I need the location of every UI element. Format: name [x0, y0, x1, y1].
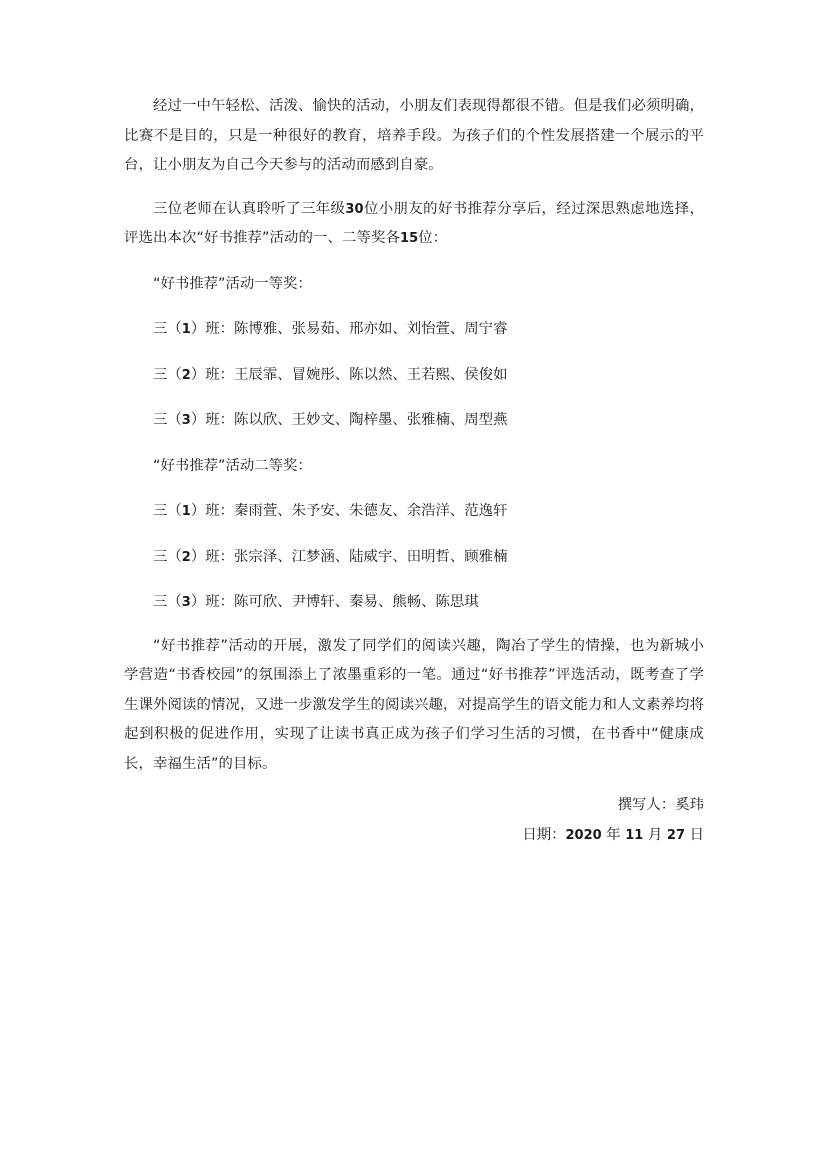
month-unit: 月 [647, 826, 663, 843]
class-number: 1 [181, 322, 191, 337]
class-number: 2 [181, 367, 191, 383]
winner-names: 陈可欣、尹博轩、秦易、熊畅、陈思琪 [234, 594, 479, 610]
date-day: 27 [666, 827, 686, 843]
class-prefix: 三（ [153, 503, 182, 519]
class-suffix: ）班： [190, 366, 235, 383]
winner-count: 15 [399, 231, 419, 246]
class-prefix: 三（ [153, 321, 182, 337]
selection-text-1: 三位老师在认真聆听了三年级 [153, 200, 346, 217]
intro-paragraph: 经过一中午轻松、活泼、愉快的活动，小朋友们表现得都很不错。但是我们必须明确，比赛不是目的，只是一种很好的教育，培养手段。为孩子们的个性发展搭建一个展示的平台，让小朋友为自己今天参与的活动而感到自豪。 [124, 98, 704, 173]
class-suffix: ）班： [190, 412, 235, 428]
first-prize-heading: “好书推荐”活动一等奖： [153, 275, 312, 292]
winner-names: 陈博雅、张易茹、邢亦如、刘怡萱、周宁睿 [234, 321, 508, 337]
winner-names: 陈以欣、王妙文、陶梓墨、张雅楠、周型燕 [234, 412, 508, 428]
second-prize-class-1 [124, 497, 704, 527]
second-prize-class-2 [124, 543, 704, 573]
class-number: 3 [181, 413, 191, 428]
day-unit: 日 [689, 826, 704, 843]
first-prize-section [124, 270, 704, 618]
selection-paragraph [124, 195, 704, 254]
class-prefix: 三（ [153, 366, 182, 383]
conclusion-paragraph: “好书推荐”活动的开展，激发了同学们的阅读兴趣，陶冶了学生的情操，也为新城小学营造“书香校园”的氛围添上了浓墨重彩的一笔。通过“好书推荐”评选活动，既考查了学生课外阅读的情况，又进一步激发学生的阅读兴趣，对提高学生的语文能力和人文素养均将起到积极的促进作用，实现了让读书真正成为孩子们学习生活的习惯，在书香中“健康成长，幸福生活”的目标。 [124, 637, 704, 772]
class-suffix: ）班： [190, 594, 235, 610]
selection-text-2: 位小朋友的好书推荐分享后，经过深思熟虑地选择，评选出本次“好书推荐”活动的一、二等奖各 [124, 200, 704, 246]
class-suffix: ）班： [190, 548, 235, 565]
date-label: 日期： [522, 826, 566, 843]
first-prize-class-3 [124, 406, 704, 436]
winner-names: 张宗泽、江梦涵、陆威宇、田明哲、顾雅楠 [234, 548, 508, 565]
class-number: 3 [181, 595, 191, 610]
winner-names: 王辰霏、冒婉彤、陈以然、王若熙、侯俊如 [234, 366, 508, 383]
first-prize-class-2 [124, 361, 704, 391]
winner-names: 秦雨萱、朱予安、朱德友、余浩洋、范逸轩 [234, 503, 508, 519]
signature-block [124, 791, 704, 850]
class-prefix: 三（ [153, 412, 182, 428]
date-month: 11 [625, 827, 644, 843]
date-line [124, 821, 704, 851]
class-suffix: ）班： [190, 503, 235, 519]
second-prize-class-3 [124, 588, 704, 618]
class-suffix: ）班： [190, 321, 235, 337]
class-prefix: 三（ [153, 594, 182, 610]
class-number: 1 [181, 504, 191, 519]
selection-text-3: 位： [418, 230, 448, 246]
student-count: 30 [345, 201, 364, 217]
date-year: 2020 [565, 827, 602, 843]
class-prefix: 三（ [153, 548, 182, 565]
second-prize-heading: “好书推荐”活动二等奖： [153, 457, 312, 474]
document-page [124, 92, 704, 850]
class-number: 2 [181, 549, 191, 565]
year-unit: 年 [606, 826, 621, 843]
first-prize-class-1 [124, 315, 704, 345]
author-line: 撰写人：奚玮 [617, 797, 704, 813]
